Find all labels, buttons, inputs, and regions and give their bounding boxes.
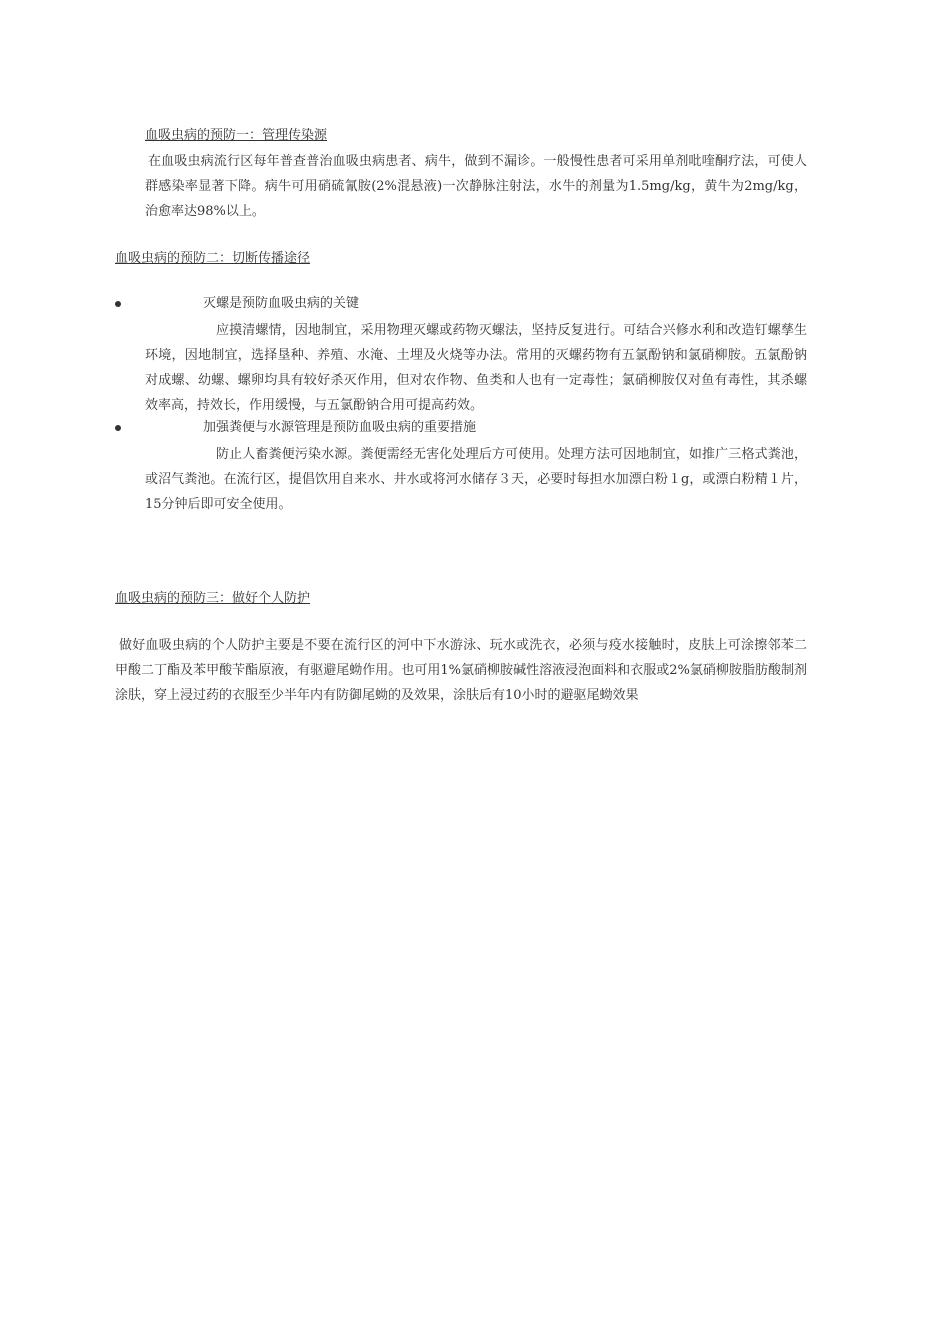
section-2-item-2-title: 加强粪便与水源管理是预防血吸虫病的重要措施 [203,420,477,435]
section-1-heading: 血吸虫病的预防一：管理传染源 [145,128,328,143]
section-2-item-1-paragraph: 应摸清螺情，因地制宜，采用物理灭螺或药物灭螺法，坚持反复进行。可结合兴修水利和改造钉螺孳生环境，因地制宜，选择垦种、养殖、水淹、土埋及火烧等办法。常用的灭螺药物有五氯酚钠和氯硝柳胺。五氯酚钠对成螺、幼螺、螺卵均具有较好杀灭作用，但对农作物、鱼类和人也有一定毒性；氯硝柳胺仅对鱼有毒性，其杀螺效率高，持效长，作用缓慢，与五氯酚钠合用可提高药效。 [145,323,807,413]
section-2-item-2-paragraph: 防止人畜粪便污染水源。粪便需经无害化处理后方可使用。处理方法可因地制宜，如推广三格式粪池，或沼气粪池。在流行区，提倡饮用自来水、井水或将河水储存３天，必要时每担水加漂白粉１g，或漂白粉精１片，15分钟后即可安全使用。 [145,447,807,512]
section-2-item-1-title: 灭螺是预防血吸虫病的关键 [203,296,360,311]
section-1-paragraph: 在血吸虫病流行区每年普查普治血吸虫病患者、病牛，做到不漏诊。一般慢性患者可采用单剂吡喹酮疗法，可使人群感染率显著下降。病牛可用硝硫氰胺(2%混悬液)一次静脉注射法，水牛的剂量为1.5mg/kg，黄牛为2mg/kg，治愈率达98%以上。 [145,154,807,219]
bullet-icon [115,301,121,307]
section-3-paragraph: 做好血吸虫病的个人防护主要是不要在流行区的河中下水游泳、玩水或洗衣，必须与疫水接触时，皮肤上可涂擦邻苯二甲酸二丁酯及苯甲酸苄酯原液，有驱避尾蚴作用。也可用1%氯硝柳胺碱性溶液浸泡面料和衣服或2%氯硝柳胺脂肪酸制剂涂肤，穿上浸过药的衣服至少半年内有防御尾蚴的及效果，涂肤后有10小时的避驱尾蚴效果 [115,638,807,703]
section-2-heading: 血吸虫病的预防二：切断传播途径 [115,251,311,266]
section-3-heading: 血吸虫病的预防三：做好个人防护 [115,591,311,606]
bullet-icon [115,425,121,431]
